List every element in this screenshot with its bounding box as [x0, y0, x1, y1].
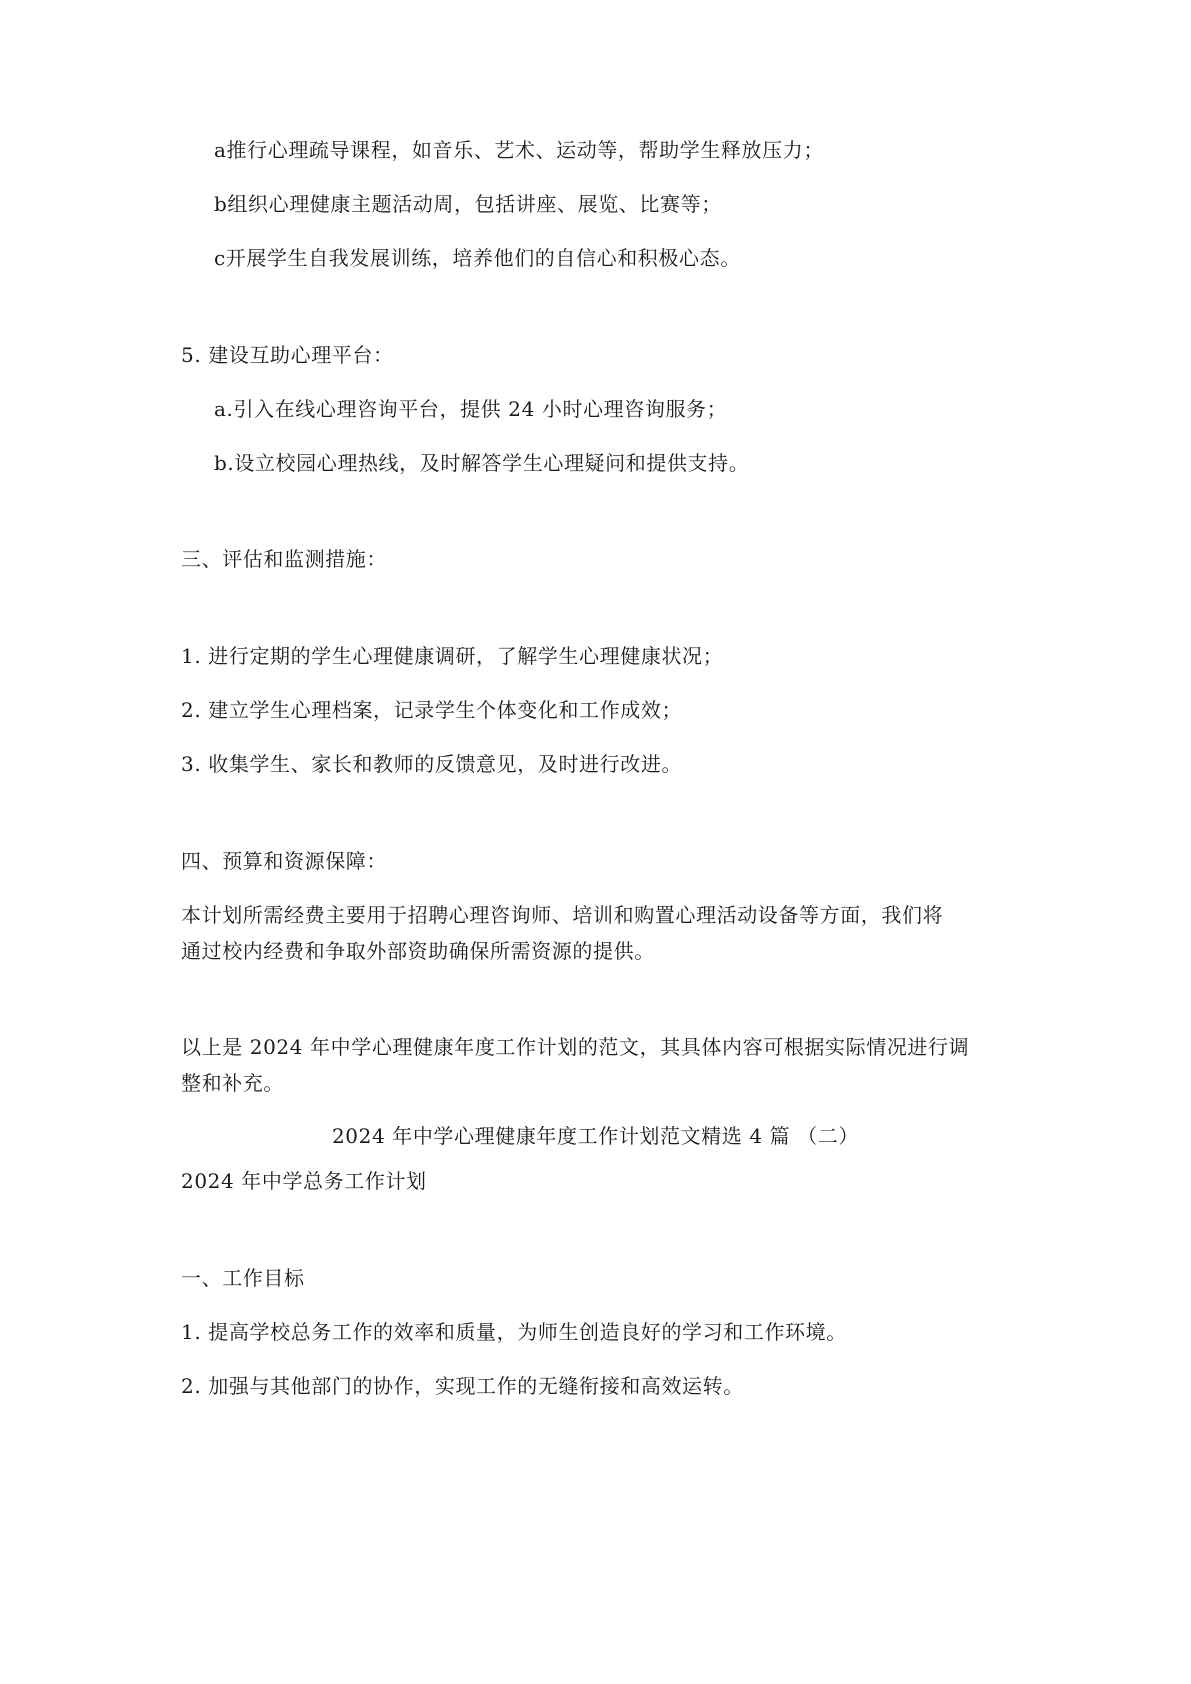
summary-paragraph-line-1: 以上是 2024 年中学心理健康年度工作计划的范文，其具体内容可根据实际情况进行调: [181, 1035, 970, 1059]
section-3-heading: 三、评估和监测措施：: [181, 547, 387, 571]
goal-item-2: 2. 加强与其他部门的协作，实现工作的无缝衔接和高效运转。: [181, 1374, 744, 1398]
list-item-b-theme-week: b组织心理健康主题活动周，包括讲座、展览、比赛等；: [214, 192, 722, 216]
goal-item-1: 1. 提高学校总务工作的效率和质量，为师生创造良好的学习和工作环境。: [181, 1320, 847, 1344]
list-item-b-hotline: b.设立校园心理热线，及时解答学生心理疑问和提供支持。: [214, 451, 750, 475]
list-item-c-self-development: c开展学生自我发展训练，培养他们的自信心和积极心态。: [214, 246, 741, 270]
section-4-heading: 四、预算和资源保障：: [181, 849, 387, 873]
budget-paragraph-line-1: 本计划所需经费主要用于招聘心理咨询师、培训和购置心理活动设备等方面，我们将: [181, 903, 944, 927]
item-5-heading: 5. 建设互助心理平台：: [181, 343, 394, 367]
list-item-a-psych-courses: a推行心理疏导课程，如音乐、艺术、运动等，帮助学生释放压力；: [214, 138, 824, 162]
measure-item-1: 1. 进行定期的学生心理健康调研，了解学生心理健康状况；: [181, 644, 724, 668]
plan-subtitle: 2024 年中学总务工作计划: [181, 1169, 427, 1193]
measure-item-3: 3. 收集学生、家长和教师的反馈意见，及时进行改进。: [181, 752, 683, 776]
budget-paragraph-line-2: 通过校内经费和争取外部资助确保所需资源的提供。: [181, 939, 655, 963]
goal-heading: 一、工作目标: [181, 1266, 305, 1290]
summary-paragraph-line-2: 整和补充。: [181, 1071, 284, 1095]
section-title: 2024 年中学心理健康年度工作计划范文精选 4 篇 （二）: [331, 1124, 860, 1148]
list-item-a-online-platform: a.引入在线心理咨询平台，提供 24 小时心理咨询服务；: [214, 397, 728, 421]
measure-item-2: 2. 建立学生心理档案，记录学生个体变化和工作成效；: [181, 698, 683, 722]
